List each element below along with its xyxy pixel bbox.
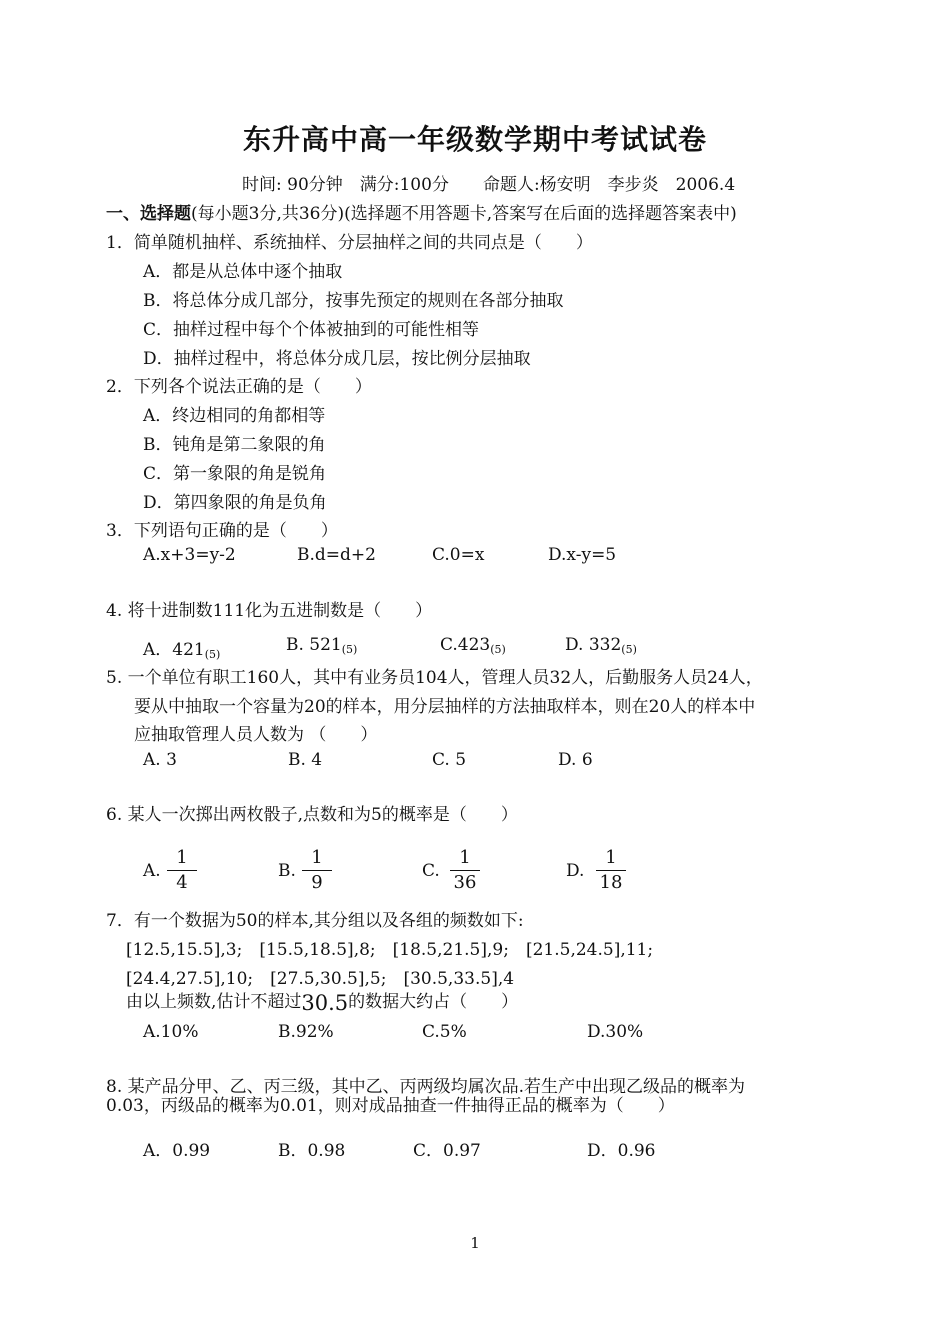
q7-groups-line-2: [24.4,27.5],10; [27.5,30.5],5; [30.5,33.5],4	[126, 969, 515, 989]
q3-option-a: A.x+3=y-2	[143, 545, 236, 565]
q8-line-1: 8. 某产品分甲、乙、丙三级，其中乙、丙两级均属次品.若生产中出现乙级品的概率为	[106, 1077, 746, 1097]
q4-stem: 4. 将十进制数111化为五进制数是（ ）	[106, 601, 433, 621]
q1-option-c: C．抽样过程中每个个体被抽到的可能性相等	[143, 320, 480, 340]
q6-fraction-d: 1 18	[596, 848, 626, 893]
q7-option-b: B.92%	[278, 1022, 334, 1042]
q3-option-d: D.x-y=5	[548, 545, 617, 565]
q8-line-2: 0.03，丙级品的概率为0.01，则对成品抽查一件抽得正品的概率为（ ）	[106, 1096, 675, 1116]
math-value: 30.5	[301, 991, 349, 1015]
q1-option-a: A．都是从总体中逐个抽取	[143, 262, 343, 282]
q5-option-d: D. 6	[558, 750, 593, 770]
base-subscript: (5)	[204, 648, 221, 661]
page-title: 东升高中高一年级数学期中考试试卷	[242, 123, 707, 156]
q5-line-1: 5. 一个单位有职工160人，其中有业务员104人，管理人员32人，后勤服务人员24人，	[106, 668, 763, 688]
q8-option-a: A．0.99	[143, 1141, 211, 1161]
q6-label-a: A.	[143, 861, 161, 881]
q8-option-d: D．0.96	[587, 1141, 656, 1161]
q6-fraction-b: 1 9	[302, 848, 332, 893]
q7-groups-line-1: [12.5,15.5],3; [15.5,18.5],8; [18.5,21.5],9; [21.5,24.5],11;	[126, 940, 654, 960]
q5-option-c: C. 5	[432, 750, 467, 770]
q4-option-b: B. $521_{(5)}$	[286, 635, 358, 656]
q7-option-a: A.10%	[143, 1022, 199, 1042]
q6-fraction-c: 1 36	[450, 848, 480, 893]
base-subscript: (5)	[621, 643, 637, 656]
q7-stem: 7．有一个数据为50的样本,其分组以及各组的频数如下:	[106, 911, 524, 931]
q6-label-d: D.	[566, 861, 585, 881]
q2-stem: 2．下列各个说法正确的是（ ）	[106, 377, 372, 397]
q8-option-b: B．0.98	[278, 1141, 346, 1161]
q5-line-3: 应抽取管理人员人数为 （ ）	[134, 725, 378, 745]
q4-option-d: D. $332_{(5)}$	[565, 635, 637, 656]
q2-option-a: A．终边相同的角都相等	[143, 406, 326, 426]
section-title: 一、选择题	[106, 204, 191, 224]
q1-stem: 1．简单随机抽样、系统抽样、分层抽样之间的共同点是（ ）	[106, 233, 593, 253]
q1-option-d: D．抽样过程中，将总体分成几层，按比例分层抽取	[143, 349, 531, 369]
q1-option-b: B．将总体分成几部分，按事先预定的规则在各部分抽取	[143, 291, 564, 311]
q7-option-d: D.30%	[587, 1022, 644, 1042]
q5-option-b: B. 4	[288, 750, 323, 770]
q5-line-2: 要从中抽取一个容量为20的样本，用分层抽样的方法抽取样本，则在20人的样本中	[134, 697, 756, 717]
exam-meta: 时间: 90分钟 满分:100分 命题人:杨安明 李步炎 2006.4	[242, 175, 736, 195]
q3-option-c: C.0=x	[432, 545, 485, 565]
q2-option-c: C．第一象限的角是锐角	[143, 464, 327, 484]
q2-option-d: D．第四象限的角是负角	[143, 493, 327, 513]
q3-stem: 3．下列语句正确的是（ ）	[106, 521, 338, 541]
q6-label-c: C.	[422, 861, 440, 881]
q6-stem: 6. 某人一次掷出两枚骰子,点数和为5的概率是（ ）	[106, 805, 518, 825]
q4-option-c: $C.423_{(5)}$	[440, 635, 506, 656]
base-subscript: (5)	[341, 643, 358, 656]
q2-option-b: B．钝角是第二象限的角	[143, 435, 326, 455]
base-subscript: (5)	[490, 643, 506, 656]
section-note: (每小题3分,共36分)(选择题不用答题卡,答案写在后面的选择题答案表中)	[191, 204, 737, 224]
q7-option-c: C.5%	[422, 1022, 467, 1042]
q6-fraction-a: 1 4	[167, 848, 197, 893]
page-number: 1	[470, 1234, 480, 1252]
q6-label-b: B.	[278, 861, 296, 881]
q7-question-line: 由以上频数,估计不超过30.5的数据大约占（ ）	[126, 991, 519, 1015]
q8-option-c: C．0.97	[413, 1141, 481, 1161]
q4-option-a: A．$421_{(5)}$	[143, 640, 221, 661]
q3-option-b: B.d=d+2	[297, 545, 376, 565]
section-heading	[106, 199, 737, 224]
q5-option-a: A. 3	[143, 750, 177, 770]
